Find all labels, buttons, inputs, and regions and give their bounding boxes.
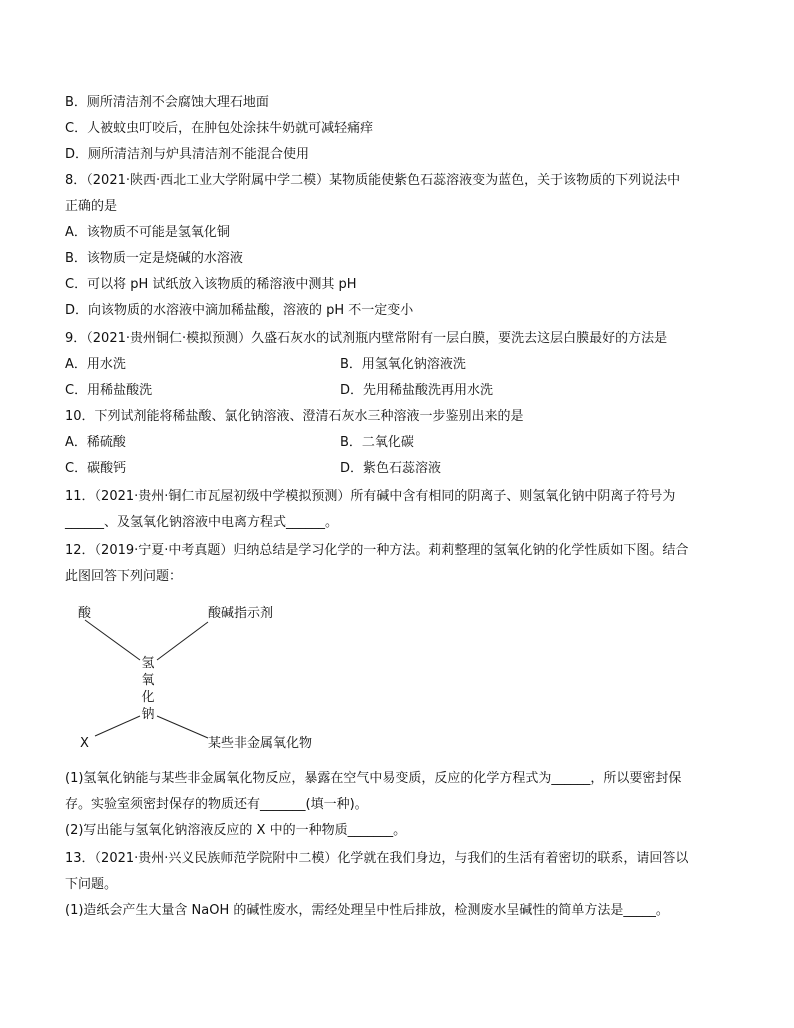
q7-option-b: B．厕所清洁剂不会腐蚀大理石地面 bbox=[65, 95, 269, 110]
q9-option-c: C．用稀盐酸洗 bbox=[65, 383, 153, 398]
diagram-line-top-right bbox=[157, 622, 208, 660]
q12-stem: 12．（2019·宁夏·中考真题）归纳总结是学习化学的一种方法。莉莉整理的氢氧化钠的化学性质如下图。结合 bbox=[65, 543, 689, 558]
q9-option-d: D．先用稀盐酸洗再用水洗 bbox=[340, 383, 494, 398]
q9-stem: 9．（2021·贵州铜仁·模拟预测）久盛石灰水的试剂瓶内壁常附有一层白膜，要洗去这层白膜最好的方法是 bbox=[65, 331, 668, 346]
q10-option-b: B．二氧化碳 bbox=[340, 435, 414, 450]
q11-stem-cont: ______、及氢氧化钠溶液中电离方程式______。 bbox=[65, 515, 339, 530]
q12-part1-cont: 存。实验室须密封保存的物质还有_______(填一种)。 bbox=[65, 797, 368, 812]
q8-option-a: A．该物质不可能是氢氧化铜 bbox=[65, 225, 230, 240]
q9-option-a: A．用水洗 bbox=[65, 357, 126, 372]
q10-option-a: A．稀硫酸 bbox=[65, 435, 126, 450]
q8-stem-cont: 正确的是 bbox=[65, 199, 118, 214]
diagram-line-top-left bbox=[85, 620, 140, 660]
diagram-label-x: X bbox=[80, 736, 89, 751]
diagram-label-acid: 酸 bbox=[78, 606, 92, 621]
q12-part1: (1)氢氧化钠能与某些非金属氧化物反应，暴露在空气中易变质，反应的化学方程式为______，所以要密封保 bbox=[65, 771, 682, 786]
q10-option-d: D．紫色石蕊溶液 bbox=[340, 461, 442, 476]
q10-stem: 10．下列试剂能将稀盐酸、氯化钠溶液、澄清石灰水三种溶液一步鉴别出来的是 bbox=[65, 409, 524, 424]
q7-option-d: D．厕所清洁剂与炉具清洁剂不能混合使用 bbox=[65, 147, 310, 162]
q8-stem: 8．（2021·陕西·西北工业大学附属中学二模）某物质能使紫色石蕊溶液变为蓝色，关于该物质的下列说法中 bbox=[65, 173, 681, 188]
q8-option-d: D．向该物质的水溶液中滴加稀盐酸，溶液的 pH 不一定变小 bbox=[65, 303, 414, 318]
diagram-label-indicator: 酸碱指示剂 bbox=[208, 606, 274, 621]
q8-option-b: B．该物质一定是烧碱的水溶液 bbox=[65, 251, 243, 266]
q12-stem-cont: 此图回答下列问题： bbox=[65, 569, 183, 584]
q13-part1: (1)造纸会产生大量含 NaOH 的碱性废水，需经处理呈中性后排放，检测废水呈碱性的简单方法是_____。 bbox=[65, 903, 669, 918]
q12-part2: (2)写出能与氢氧化钠溶液反应的 X 中的一种物质_______。 bbox=[65, 823, 407, 838]
diagram-label-nonmetal-oxide: 某些非金属氧化物 bbox=[208, 736, 313, 751]
q13-stem-cont: 下问题。 bbox=[65, 877, 118, 892]
q10-option-c: C．碳酸钙 bbox=[65, 461, 127, 476]
q9-option-b: B．用氢氧化钠溶液洗 bbox=[340, 357, 466, 372]
diagram-line-bottom-left bbox=[95, 716, 140, 736]
diagram-center-naoh: 氢氧化钠 bbox=[141, 656, 155, 722]
q7-option-c: C．人被蚊虫叮咬后，在肿包处涂抹牛奶就可减轻痛痒 bbox=[65, 121, 374, 136]
q11-stem: 11．（2021·贵州·铜仁市瓦屋初级中学模拟预测）所有碱中含有相同的阴离子、则氢氧化钠中阴离子符号为 bbox=[65, 489, 676, 504]
q13-stem: 13．（2021·贵州·兴义民族师范学院附中二模）化学就在我们身边，与我们的生活有着密切的联系，请回答以 bbox=[65, 851, 689, 866]
q8-option-c: C．可以将 pH 试纸放入该物质的稀溶液中测其 pH bbox=[65, 277, 357, 292]
diagram-line-bottom-right bbox=[157, 716, 208, 738]
